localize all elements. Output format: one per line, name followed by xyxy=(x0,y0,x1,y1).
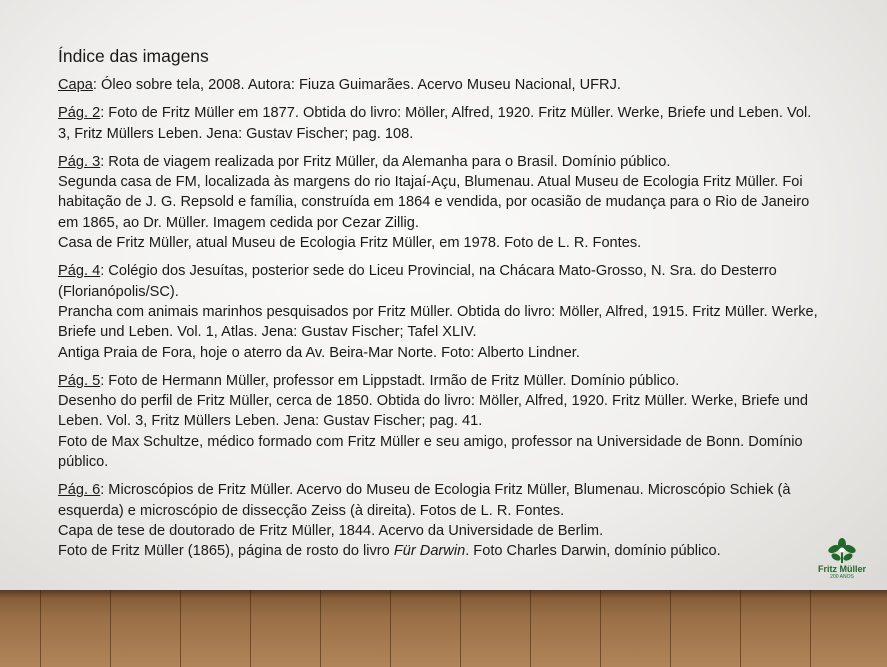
section-capa xyxy=(58,75,818,95)
entry-line xyxy=(58,541,818,561)
leaf-plant-icon xyxy=(828,538,856,564)
section-pag-2 xyxy=(58,103,818,144)
entry-line xyxy=(58,152,818,172)
fritz-muller-logo xyxy=(816,538,868,580)
section-label: Pág. 2 xyxy=(58,105,101,122)
section-pag-6 xyxy=(58,480,818,561)
logo-subtitle: 200 ANOS xyxy=(830,574,854,580)
section-label: Pág. 3 xyxy=(58,153,101,170)
entry-text: : Óleo sobre tela, 2008. Autora: Fiuza Guimarães. Acervo Museu Nacional, UFRJ. xyxy=(92,77,621,93)
entry-line xyxy=(58,75,818,95)
section-label: Pág. 4 xyxy=(58,263,101,280)
slide-title: Índice das imagens xyxy=(58,46,209,66)
entry-text: : Colégio dos Jesuítas, posterior sede do Liceu Provincial, na Chácara Mato-Grosso, N. Sra. do Desterro (Florianópolis/SC). xyxy=(58,263,777,300)
section-pag-4 xyxy=(58,261,818,362)
entry-line: Desenho do perfil de Fritz Müller, cerca de 1850. Obtida do livro: Möller, Alfred, 1920. Fritz Müller. Werke, Briefe und Leben. Vol. 3, Fritz Müllers Leben. Jena: Gustav Fischer; pag. 41. xyxy=(58,393,809,430)
entry-text: : Foto de Hermann Müller, professor em Lippstadt. Irmão de Fritz Müller. Domínio público. xyxy=(100,372,680,389)
section-label: Pág. 5 xyxy=(58,372,101,389)
entry-line: Foto de Max Schultze, médico formado com Fritz Müller e seu amigo, professor na Universidade de Bonn. Domínio público. xyxy=(58,433,803,471)
entry-line: Antiga Praia de Fora, hoje o aterro da Av. Beira-Mar Norte. Foto: Alberto Lindner. xyxy=(58,344,580,361)
entry-text: : Foto de Fritz Müller em 1877. Obtida do livro: Möller, Alfred, 1920. Fritz Müller. Werke, Briefe und Leben. Vol. 3, Fritz Müllers Leben. Jena: Gustav Fischer; pag. 108. xyxy=(58,105,812,142)
section-pag-5 xyxy=(58,371,818,472)
entry-line xyxy=(58,480,818,521)
entry-line: Capa de tese de doutorado de Fritz Müller, 1844. Acervo da Universidade de Berlim. xyxy=(58,522,604,539)
entry-line xyxy=(58,371,818,391)
entry-text: : Rota de viagem realizada por Fritz Müller, da Alemanha para o Brasil. Domínio público. xyxy=(100,153,671,170)
entry-text: : Microscópios de Fritz Müller. Acervo do Museu de Ecologia Fritz Müller, Blumenau. Microscópio Schiek (à esquerda) e microscópio de dissecção Zeiss (à direita). Fotos de L. R. Fontes. xyxy=(58,482,791,519)
entry-line xyxy=(58,261,818,302)
entry-text: . Foto Charles Darwin, domínio público. xyxy=(465,543,721,560)
book-title: Für Darwin xyxy=(393,543,466,560)
logo-name: Fritz Müller xyxy=(817,564,866,574)
entry-line: Casa de Fritz Müller, atual Museu de Ecologia Fritz Müller, em 1978. Foto de L. R. Fontes. xyxy=(58,235,642,252)
entry-line: Prancha com animais marinhos pesquisados por Fritz Müller. Obtida do livro: Möller, Alfred, 1915. Fritz Müller. Werke, Briefe und Leben. Vol. 1, Atlas. Jena: Gustav Fischer; Tafel XLIV. xyxy=(58,303,818,341)
slide-content xyxy=(58,46,818,570)
section-label: Capa xyxy=(58,77,93,93)
section-label: Pág. 6 xyxy=(58,482,101,499)
entry-line: Segunda casa de FM, localizada às margens do rio Itajaí-Açu, Blumenau. Atual Museu de Ecologia Fritz Müller. Foi habitação de J. G. Repsold e família, construída em 1864 e vendida, por ocasião de mudança para o Rio de Janeiro em 1865, ao Dr. Müller. Imagem cedida por Cezar Zillig. xyxy=(58,174,810,231)
section-pag-3 xyxy=(58,152,818,253)
entry-text: Foto de Fritz Müller (1865), página de rosto do livro xyxy=(58,543,394,560)
entry-line xyxy=(58,103,818,144)
wood-floor xyxy=(0,590,887,667)
